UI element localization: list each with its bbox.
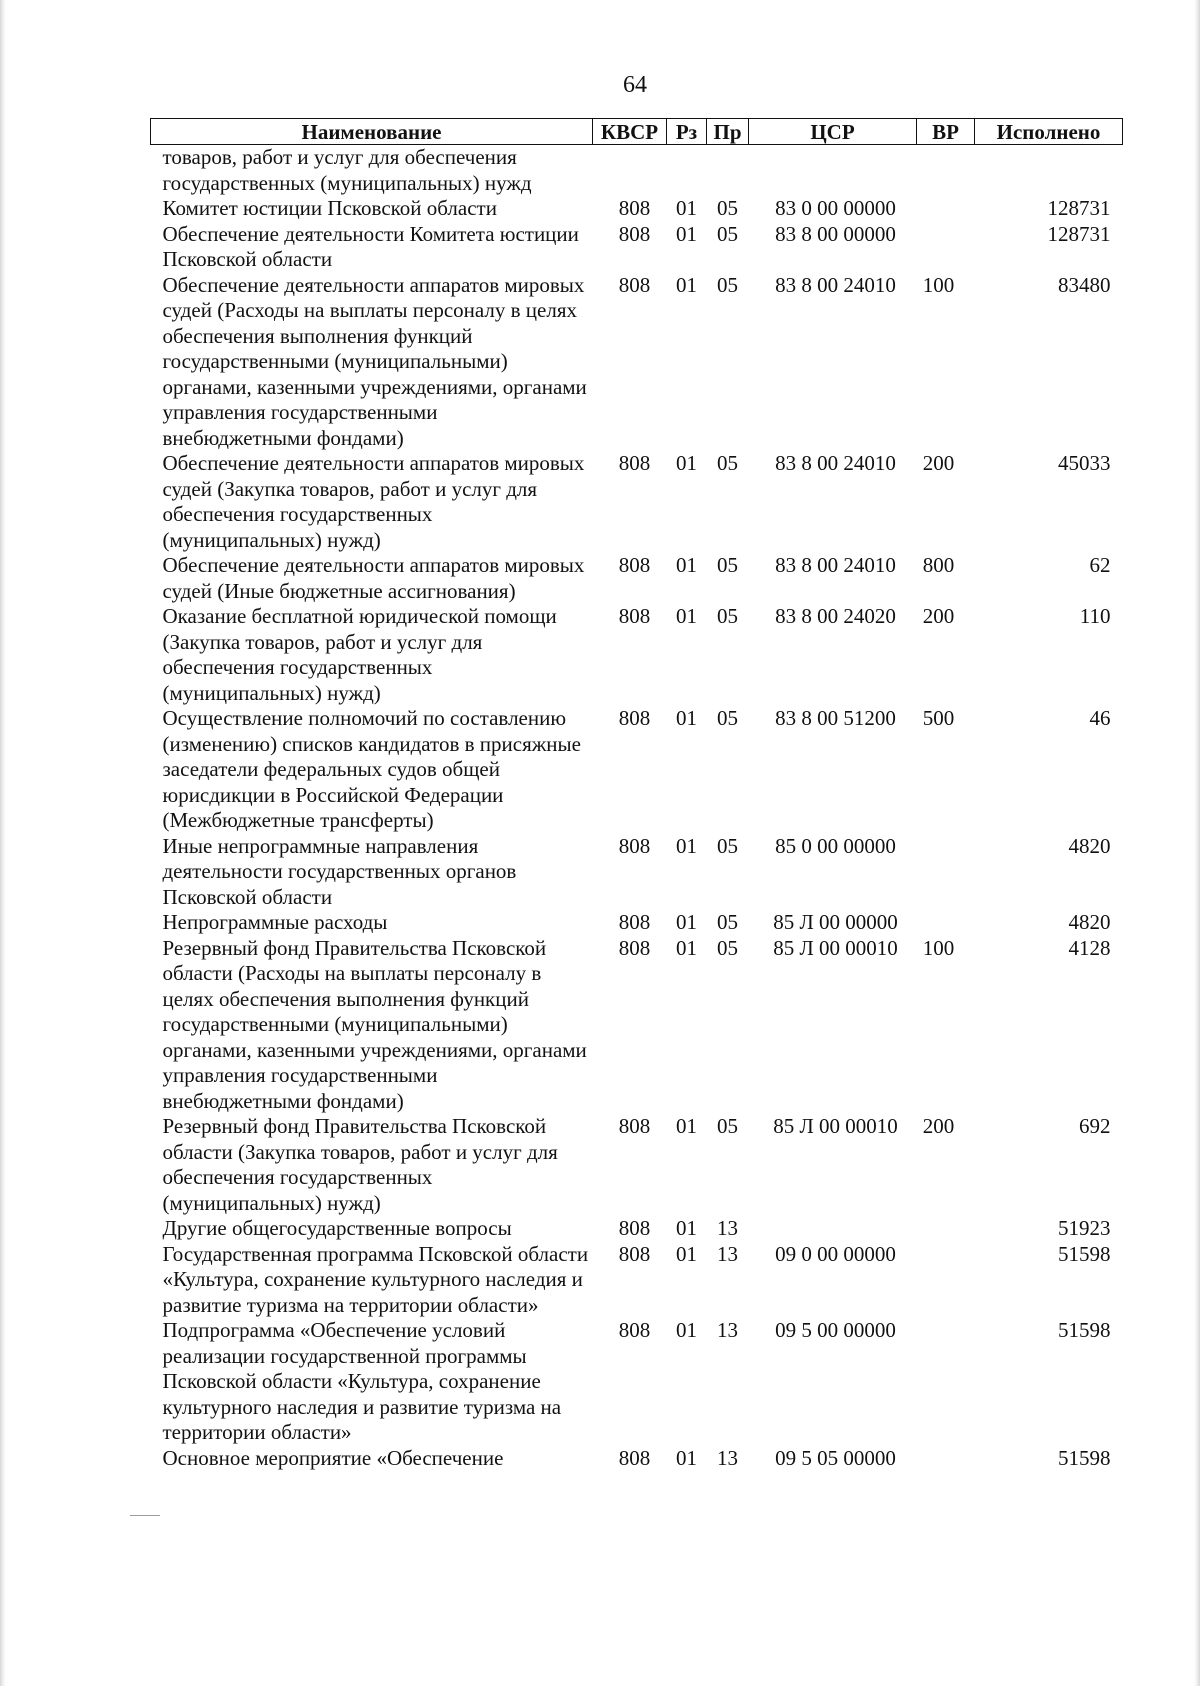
cell-pr: 05: [717, 221, 738, 246]
budget-table: [150, 118, 1123, 1471]
cell-csr: [749, 1216, 917, 1242]
header-rz: Рз: [667, 119, 707, 145]
cell-name: товаров, работ и услуг для обеспечения государственных (муниципальных) нужд: [162, 145, 532, 195]
cell-pr: 05: [717, 196, 738, 220]
cell-name: Обеспечение деятельности Комитета юстиции Псковской области: [162, 221, 579, 271]
table-row: [151, 706, 1123, 834]
table-row: [151, 1318, 1123, 1446]
cell-name: Комитет юстиции Псковской области: [162, 196, 497, 220]
cell-kvsr: 808: [618, 196, 651, 220]
header-pr: Пр: [707, 119, 749, 145]
cell-rz: 01: [676, 935, 697, 960]
cell-csr: 83 8 00 24020: [775, 604, 896, 628]
cell-name: Государственная программа Псковской области «Культура, сохранение культурного наследия и развитие туризма на территории области»: [162, 1241, 589, 1317]
cell-done: 4128: [1068, 935, 1111, 960]
cell-kvsr: 808: [618, 1318, 651, 1342]
cell-csr: 83 8 00 24010: [775, 272, 896, 297]
cell-vr: 100: [922, 272, 955, 297]
cell-rz: 01: [676, 706, 697, 730]
cell-rz: 01: [676, 1114, 697, 1138]
cell-pr: 05: [717, 910, 738, 934]
cell-rz: 01: [676, 833, 697, 858]
table-row: [151, 553, 1123, 604]
header-vr: ВР: [917, 119, 975, 145]
cell-pr: 05: [717, 935, 738, 960]
cell-vr: [917, 1242, 975, 1319]
cell-rz: 01: [676, 604, 697, 628]
table-body: [151, 145, 1123, 1472]
scan-edge-right: [1194, 0, 1200, 1686]
cell-csr: 85 0 00 00000: [775, 833, 896, 858]
cell-pr: 05: [717, 553, 738, 577]
table-row: [151, 451, 1123, 553]
cell-done: 51923: [1058, 1216, 1111, 1240]
cell-done: 110: [1079, 604, 1111, 628]
cell-rz: 01: [676, 221, 697, 246]
cell-pr: 05: [717, 451, 738, 475]
cell-pr: 05: [717, 604, 738, 628]
cell-rz: 01: [676, 910, 697, 934]
cell-done: 62: [1089, 553, 1111, 577]
header-row: [151, 119, 1123, 145]
cell-kvsr: [593, 145, 667, 197]
header-kvsr: КВСР: [593, 119, 667, 145]
cell-csr: 85 Л 00 00010: [773, 935, 898, 960]
cell-kvsr: 808: [618, 272, 651, 297]
cell-pr: 05: [717, 272, 738, 297]
cell-name: Обеспечение деятельности аппаратов мировых судей (Расходы на выплаты персоналу в целях обеспечения выполнения функций государственными (муниципальными) органами, казенными учреждениями, органами управления государственными внебюджетными фондами): [162, 272, 587, 450]
cell-vr: [917, 834, 975, 911]
table-row: [151, 910, 1123, 936]
cell-done: 46: [1089, 706, 1111, 730]
cell-name: Непрограммные расходы: [162, 910, 388, 934]
table-row: [151, 222, 1123, 273]
table-row: [151, 1216, 1123, 1242]
header-csr: ЦСР: [749, 119, 917, 145]
table-row: [151, 1242, 1123, 1319]
cell-csr: 09 5 00 00000: [775, 1318, 896, 1342]
cell-name: Оказание бесплатной юридической помощи (Закупка товаров, работ и услуг для обеспечения государственных (муниципальных) нужд): [162, 604, 557, 705]
cell-kvsr: 808: [618, 1241, 651, 1266]
cell-csr: 85 Л 00 00010: [773, 1114, 898, 1138]
cell-done: 692: [1079, 1114, 1111, 1138]
cell-vr: 200: [922, 604, 955, 628]
cell-kvsr: 808: [618, 1216, 651, 1240]
cell-rz: 01: [676, 1216, 697, 1240]
cell-pr: 05: [717, 833, 738, 858]
cell-name: Обеспечение деятельности аппаратов мировых судей (Закупка товаров, работ и услуг для обеспечения государственных (муниципальных) нужд): [162, 451, 585, 552]
table-row: [151, 1114, 1123, 1216]
table-header: [151, 119, 1123, 145]
table-row: [151, 196, 1123, 222]
cell-kvsr: 808: [618, 910, 651, 934]
table-row: [151, 273, 1123, 452]
cell-done: 45033: [1058, 451, 1111, 475]
cell-done: 4820: [1068, 833, 1111, 858]
cell-vr: 800: [922, 553, 955, 577]
page-number: 64: [623, 72, 647, 98]
cell-vr: 200: [922, 451, 955, 475]
cell-csr: 83 8 00 24010: [775, 553, 896, 577]
cell-vr: [917, 145, 975, 197]
cell-vr: [917, 1318, 975, 1446]
cell-csr: 09 5 05 00000: [775, 1445, 896, 1470]
cell-name: Основное мероприятие «Обеспечение: [162, 1445, 504, 1470]
cell-vr: [917, 196, 975, 222]
table-row: [151, 145, 1123, 197]
cell-rz: 01: [676, 1241, 697, 1266]
table-row: [151, 936, 1123, 1115]
cell-done: 128731: [1047, 196, 1111, 220]
cell-done: [975, 145, 1123, 197]
cell-name: Другие общегосударственные вопросы: [162, 1216, 512, 1240]
cell-kvsr: 808: [618, 221, 651, 246]
cell-rz: 01: [676, 553, 697, 577]
cell-kvsr: 808: [618, 1114, 651, 1138]
cell-vr: 100: [922, 935, 955, 960]
cell-vr: [917, 1216, 975, 1242]
cell-csr: 85 Л 00 00000: [773, 910, 898, 934]
cell-name: Осуществление полномочий по составлению (изменению) списков кандидатов в присяжные заседатели федеральных судов общей юрисдикции в Российской Федерации (Межбюджетные трансферты): [162, 706, 581, 832]
cell-kvsr: 808: [618, 833, 651, 858]
cell-kvsr: 808: [618, 604, 651, 628]
cell-kvsr: 808: [618, 935, 651, 960]
table-row: [151, 604, 1123, 706]
cell-rz: 01: [676, 451, 697, 475]
cell-pr: [707, 145, 749, 197]
cell-csr: 83 0 00 00000: [775, 196, 896, 220]
cell-vr: [917, 222, 975, 273]
cell-name: Резервный фонд Правительства Псковской области (Закупка товаров, работ и услуг для обеспечения государственных (муниципальных) нужд): [162, 1114, 558, 1215]
cell-rz: 01: [676, 1318, 697, 1342]
cell-done: 4820: [1068, 910, 1111, 934]
table-row: [151, 834, 1123, 911]
cell-csr: 83 8 00 24010: [775, 451, 896, 475]
cell-csr: 83 8 00 00000: [775, 221, 896, 246]
cell-csr: [749, 145, 917, 197]
cell-vr: 500: [922, 706, 955, 730]
cell-done: 51598: [1058, 1445, 1111, 1470]
cell-pr: 05: [717, 1114, 738, 1138]
table-row: [151, 1446, 1123, 1472]
margin-mark: [130, 1515, 160, 1516]
cell-done: 51598: [1058, 1318, 1111, 1342]
cell-vr: 200: [922, 1114, 955, 1138]
cell-csr: 09 0 00 00000: [775, 1241, 896, 1266]
budget-sheet: [150, 118, 1122, 1471]
cell-done: 83480: [1058, 272, 1111, 297]
cell-done: 128731: [1047, 221, 1111, 246]
cell-csr: 83 8 00 51200: [775, 706, 896, 730]
cell-rz: [667, 145, 707, 197]
header-name: Наименование: [151, 119, 593, 145]
scan-edge-left: [0, 0, 6, 1686]
cell-rz: 01: [676, 196, 697, 220]
cell-kvsr: 808: [618, 1445, 651, 1470]
cell-vr: [917, 1446, 975, 1472]
cell-pr: 13: [717, 1318, 738, 1342]
cell-pr: 13: [717, 1241, 738, 1266]
cell-kvsr: 808: [618, 706, 651, 730]
cell-done: 51598: [1058, 1241, 1111, 1266]
cell-kvsr: 808: [618, 451, 651, 475]
cell-name: Резервный фонд Правительства Псковской области (Расходы на выплаты персоналу в целях обеспечения выполнения функций государственными (муниципальными) органами, казенными учреждениями, органами управления государственными внебюджетными фондами): [162, 935, 587, 1113]
cell-vr: [917, 910, 975, 936]
cell-pr: 13: [717, 1445, 738, 1470]
cell-name: Обеспечение деятельности аппаратов мировых судей (Иные бюджетные ассигнования): [162, 553, 585, 603]
cell-rz: 01: [676, 272, 697, 297]
header-done: Исполнено: [975, 119, 1123, 145]
cell-rz: 01: [676, 1445, 697, 1470]
cell-pr: 05: [717, 706, 738, 730]
cell-name: Подпрограмма «Обеспечение условий реализации государственной программы Псковской области «Культура, сохранение культурного наследия и развитие туризма на территории области»: [162, 1318, 562, 1444]
cell-pr: 13: [717, 1216, 738, 1240]
cell-name: Иные непрограммные направления деятельности государственных органов Псковской области: [162, 833, 517, 909]
cell-kvsr: 808: [618, 553, 651, 577]
